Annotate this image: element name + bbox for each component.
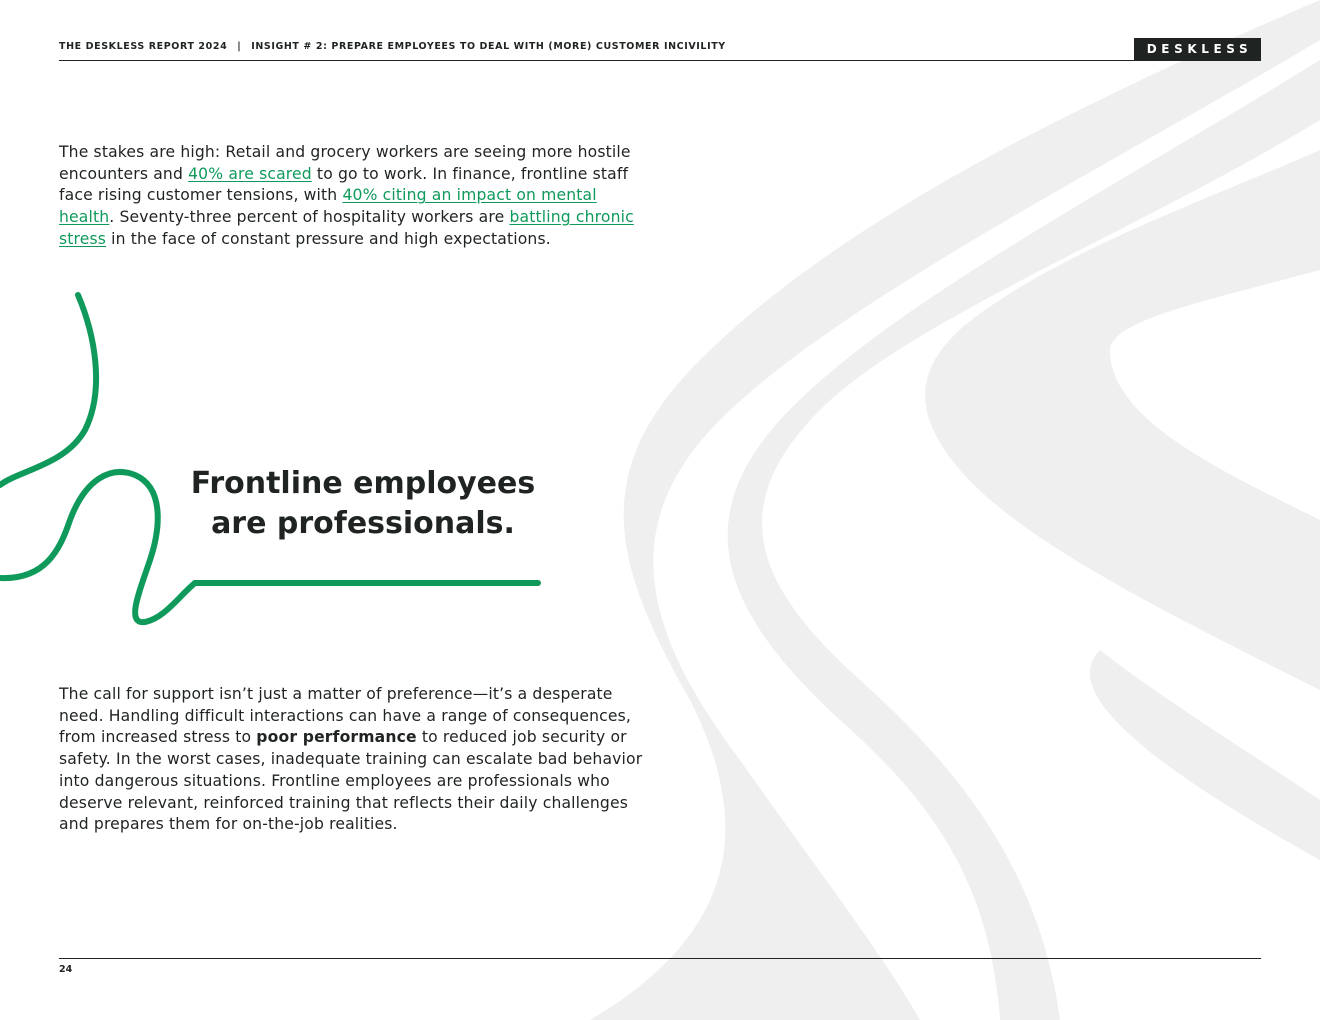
intro-text-2: to go to work. In finance, frontline staff face rising customer tensions, with bbox=[59, 164, 629, 205]
link-chronic-stress[interactable]: battling chronic stress bbox=[59, 208, 634, 248]
page-header bbox=[59, 38, 1261, 61]
intro-paragraph bbox=[59, 142, 649, 251]
intro-text-4: in the face of constant pressure and high expectations. bbox=[106, 229, 551, 248]
body-emphasis: poor performance bbox=[256, 728, 417, 747]
callout-headline bbox=[168, 464, 558, 544]
callout-line-2: are professionals. bbox=[211, 506, 515, 541]
link-40-percent-scared[interactable]: 40% are scared bbox=[188, 164, 312, 183]
page-number: 24 bbox=[59, 964, 73, 975]
green-squiggle-line bbox=[0, 290, 560, 635]
intro-text-3: . Seventy-three percent of hospitality workers are bbox=[109, 208, 510, 227]
footer-divider bbox=[59, 958, 1261, 959]
callout-line-1: Frontline employees bbox=[190, 466, 536, 501]
brand-logo: DESKLESS bbox=[1134, 38, 1261, 60]
body-text-2: to reduced job security or safety. In the worst cases, inadequate training can escalate bad behavior into dangerous situations. Frontline employees are professionals who deserve relevant, reinforced training that reflects their daily challenges and prepares them for on-the-job realities. bbox=[59, 728, 643, 834]
report-title: THE DESKLESS REPORT 2024 bbox=[59, 41, 228, 52]
swoosh-band-lower bbox=[1090, 650, 1320, 860]
body-paragraph bbox=[59, 684, 649, 836]
section-title: INSIGHT # 2: PREPARE EMPLOYEES TO DEAL WITH (MORE) CUSTOMER INCIVILITY bbox=[251, 41, 726, 52]
link-mental-health-impact[interactable]: 40% citing an impact on mental health bbox=[59, 186, 597, 227]
body-text-1: The call for support isn’t just a matter of preference—it’s a desperate need. Handling difficult interactions can have a range of consequences, from increased stress to bbox=[59, 685, 632, 747]
header-separator: | bbox=[237, 41, 242, 52]
intro-text-1: The stakes are high: Retail and grocery workers are seeing more hostile encounters and bbox=[59, 143, 631, 183]
header-breadcrumb bbox=[59, 41, 726, 52]
squiggle-stroke bbox=[0, 295, 96, 485]
